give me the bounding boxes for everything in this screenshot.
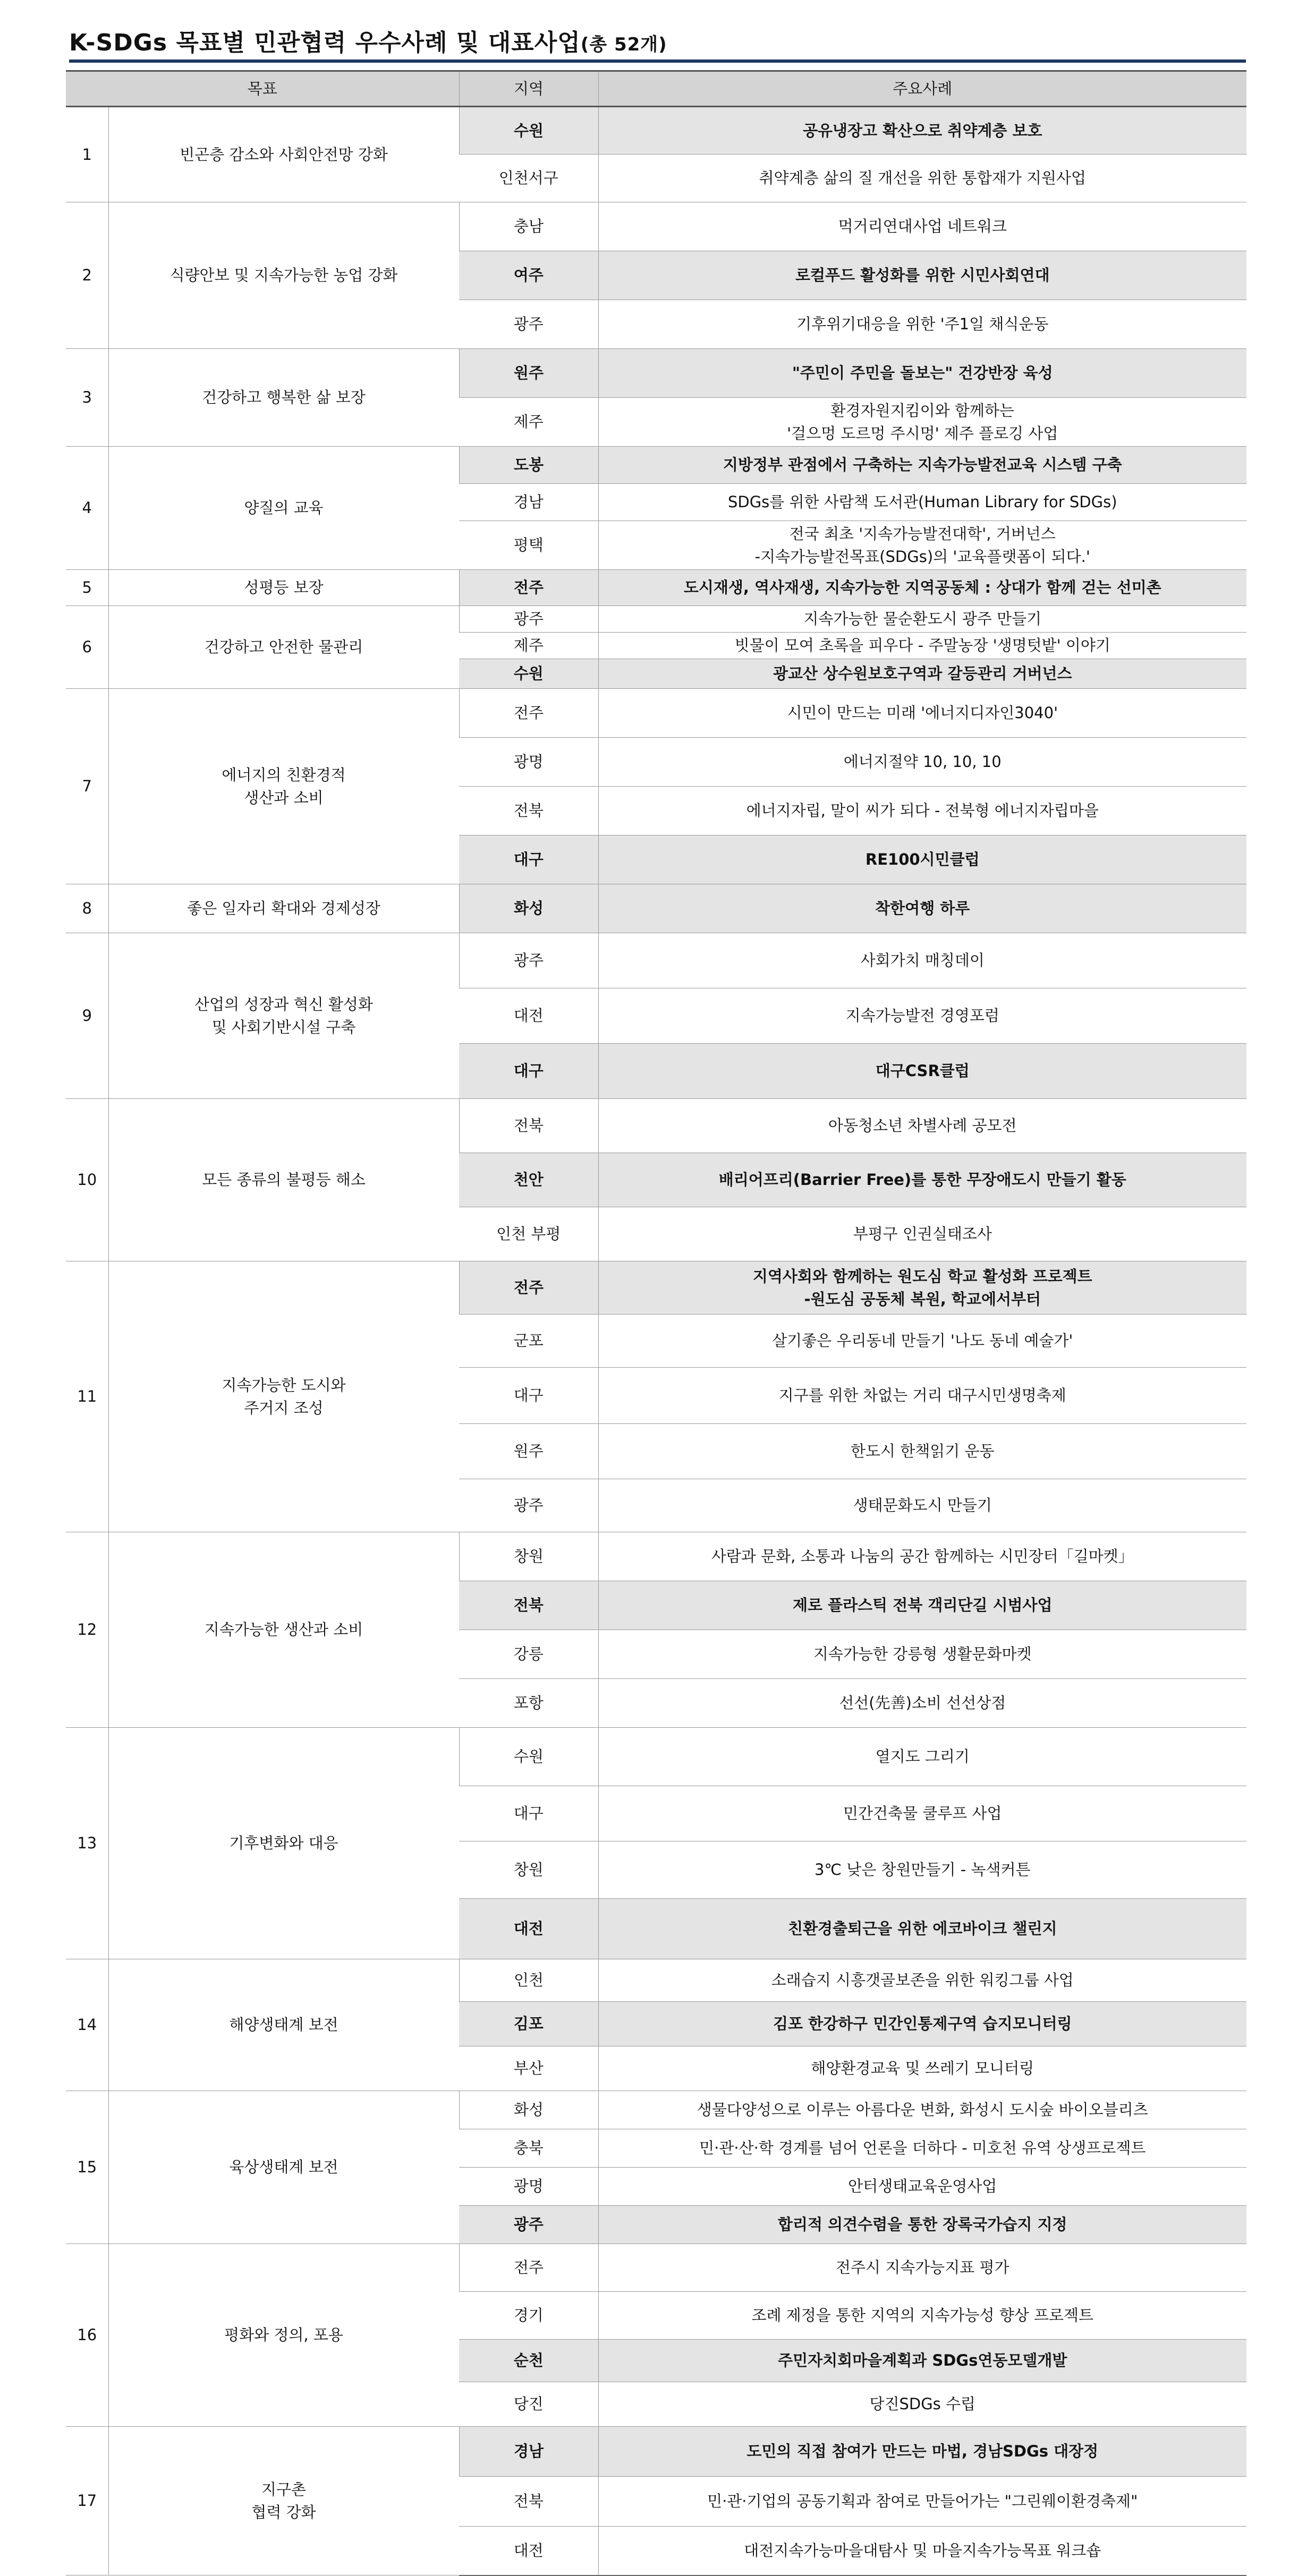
table-row [66, 884, 1246, 933]
goal-number: 8 [66, 884, 108, 933]
case-cell [598, 2292, 1246, 2340]
region-cell: 경남 [459, 2427, 598, 2477]
case-cell-line: -지속가능발전목표(SDGs)의 '교육플랫폼이 되다.' [754, 547, 1090, 566]
case-cell [598, 1479, 1246, 1532]
table-row [66, 606, 1246, 633]
case-cell [598, 2427, 1246, 2477]
region-cell: 수원 [459, 1728, 598, 1786]
case-cell-line: 부평구 인권실태조사 [853, 1225, 992, 1243]
case-cell-line: 지속가능한 물순환도시 광주 만들기 [803, 610, 1042, 628]
case-cell-line: 제로 플라스틱 전북 객리단길 시범사업 [792, 1596, 1053, 1615]
case-cell-line: 전국 최초 '지속가능발전대학', 거버넌스 [789, 525, 1056, 543]
region-cell: 부산 [459, 2046, 598, 2091]
table-body [66, 107, 1246, 2575]
goal-name-line: 생산과 소비 [244, 788, 324, 807]
region-cell: 인천서구 [459, 155, 598, 202]
goal-name [108, 689, 459, 884]
goal-name [108, 1959, 459, 2091]
goal-name-line: 주거지 조성 [244, 1398, 324, 1417]
case-cell [598, 484, 1246, 521]
case-cell [598, 1679, 1246, 1728]
goal-name-line: 지구촌 [261, 2480, 307, 2499]
goal-name [108, 107, 459, 202]
goal-number: 12 [66, 1532, 108, 1728]
header-goal: 목표 [66, 71, 459, 107]
case-cell-line: 친환경출퇴근을 위한 에코바이크 챌린지 [787, 1920, 1057, 1938]
goal-name-line: 성평등 보장 [244, 578, 324, 597]
goal-number: 16 [66, 2244, 108, 2427]
case-cell [598, 738, 1246, 787]
case-cell [598, 1261, 1246, 1315]
region-cell: 전주 [459, 1261, 598, 1315]
case-cell-line: 열지도 그리기 [875, 1747, 970, 1766]
case-cell-line: 조례 제정을 통한 지역의 지속가능성 향상 프로젝트 [751, 2306, 1094, 2325]
goal-name [108, 349, 459, 447]
table-row [66, 2427, 1246, 2477]
goal-name-line: 평화와 정의, 포용 [224, 2326, 343, 2344]
case-cell-line: "주민이 주민을 돌보는" 건강반장 육성 [792, 364, 1053, 382]
goal-number: 2 [66, 202, 108, 349]
region-cell: 포항 [459, 1679, 598, 1728]
table-row [66, 1099, 1246, 1153]
case-cell-line: 합리적 의견수렴을 통한 장록국가습지 지정 [777, 2215, 1067, 2234]
case-cell [598, 2091, 1246, 2129]
case-cell [598, 1044, 1246, 1099]
case-cell-line: 사람과 문화, 소통과 나눔의 공간 함께하는 시민장터「길마켓」 [711, 1547, 1134, 1566]
goal-number: 9 [66, 933, 108, 1099]
case-cell-line: 민·관·기업의 공동기획과 참여로 만들어가는 "그린웨이환경축제" [707, 2492, 1138, 2511]
table-row [66, 107, 1246, 155]
goal-name-line: 지속가능한 도시와 [222, 1376, 346, 1395]
case-cell-line: 환경자원지킴이와 함께하는 [830, 402, 1014, 420]
goal-name-line: 기후변화와 대응 [229, 1834, 338, 1853]
region-cell: 창원 [459, 1841, 598, 1899]
case-cell [598, 1368, 1246, 1424]
case-cell [598, 1207, 1246, 1261]
region-cell: 강릉 [459, 1630, 598, 1679]
goal-name-line: 모든 종류의 불평등 해소 [202, 1171, 366, 1189]
region-cell: 수원 [459, 107, 598, 155]
region-cell: 도봉 [459, 447, 598, 484]
case-cell [598, 349, 1246, 398]
goal-number: 7 [66, 689, 108, 884]
region-cell: 충남 [459, 202, 598, 251]
region-cell: 인천 부평 [459, 1207, 598, 1261]
goal-number: 17 [66, 2427, 108, 2575]
case-cell-line: 도시재생, 역사재생, 지속가능한 지역공동체 : 상대가 함께 걷는 선미촌 [683, 578, 1161, 597]
region-cell: 대구 [459, 1786, 598, 1841]
case-cell [598, 447, 1246, 484]
table-row [66, 202, 1246, 251]
region-cell: 대구 [459, 1368, 598, 1424]
case-cell [598, 155, 1246, 202]
case-cell [598, 606, 1246, 633]
case-cell-line: 로컬푸드 활성화를 위한 시민사회연대 [795, 266, 1050, 285]
case-cell [598, 2168, 1246, 2206]
goal-name [108, 2427, 459, 2575]
case-cell-line: 소래습지 시흥갯골보존을 위한 워킹그룹 사업 [771, 1971, 1074, 1990]
goal-name [108, 1099, 459, 1261]
case-cell-line: 취약계층 삶의 질 개선을 위한 통합재가 지원사업 [759, 169, 1087, 187]
goal-name-line: 양질의 교육 [244, 499, 324, 517]
table-row [66, 570, 1246, 606]
goal-name [108, 1728, 459, 1959]
region-cell: 경기 [459, 2292, 598, 2340]
case-cell-line: RE100시민클럽 [865, 850, 980, 869]
case-cell [598, 787, 1246, 835]
region-cell: 화성 [459, 884, 598, 933]
case-cell [598, 1899, 1246, 1959]
goal-number: 10 [66, 1099, 108, 1261]
goal-name [108, 447, 459, 570]
goal-number: 14 [66, 1959, 108, 2091]
goal-name [108, 2244, 459, 2427]
goal-name-line: 및 사회기반시설 구축 [211, 1018, 356, 1036]
case-cell [598, 1153, 1246, 1207]
table-row [66, 1261, 1246, 1315]
region-cell: 대전 [459, 1899, 598, 1959]
goal-number: 3 [66, 349, 108, 447]
case-cell-line: 3℃ 낮은 창원만들기 - 녹색커튼 [814, 1861, 1031, 1879]
table-header-row [66, 71, 1246, 107]
case-cell [598, 2002, 1246, 2046]
case-cell [598, 1959, 1246, 2002]
goal-number: 1 [66, 107, 108, 202]
goal-name-line: 해양생태계 보전 [229, 2016, 338, 2034]
case-cell-line: 전주시 지속가능지표 평가 [835, 2258, 1009, 2277]
goal-name-line: 빈곤층 감소와 사회안전망 강화 [180, 145, 388, 164]
case-cell [598, 570, 1246, 606]
case-cell-line: 민간건축물 쿨루프 사업 [843, 1804, 1002, 1823]
case-cell-line: 지방정부 관점에서 구축하는 지속가능발전교육 시스템 구축 [723, 456, 1122, 474]
case-cell [598, 2129, 1246, 2168]
table-row [66, 1959, 1246, 2002]
region-cell: 대전 [459, 988, 598, 1044]
region-cell: 당진 [459, 2382, 598, 2427]
case-cell-line: 당진SDGs 수립 [869, 2395, 976, 2413]
case-cell-line: 생물다양성으로 이루는 아름다운 변화, 화성시 도시숲 바이오블리츠 [697, 2101, 1148, 2119]
region-cell: 충북 [459, 2129, 598, 2168]
case-cell-line: 시민이 만드는 미래 '에너지디자인3040' [787, 704, 1058, 722]
goal-name-line: 건강하고 안전한 물관리 [204, 638, 363, 656]
case-cell-line: 도민의 직접 참여가 만드는 마법, 경남SDGs 대장정 [746, 2442, 1099, 2461]
region-cell: 천안 [459, 1153, 598, 1207]
case-cell-line: 지속가능한 강릉형 생활문화마켓 [813, 1645, 1032, 1664]
table-row [66, 1532, 1246, 1581]
case-cell [598, 1581, 1246, 1630]
case-cell [598, 1786, 1246, 1841]
case-cell-line: 살기좋은 우리동네 만들기 '나도 동네 예술가' [772, 1332, 1073, 1350]
case-cell [598, 2340, 1246, 2382]
case-cell-line: 한도시 한책읽기 운동 [850, 1442, 995, 1461]
region-cell: 제주 [459, 633, 598, 659]
goal-number: 4 [66, 447, 108, 570]
case-cell-line: 지속가능발전 경영포럼 [845, 1006, 999, 1025]
region-cell: 순천 [459, 2340, 598, 2382]
region-cell: 경남 [459, 484, 598, 521]
case-cell [598, 202, 1246, 251]
table-row [66, 689, 1246, 738]
region-cell: 전북 [459, 2477, 598, 2527]
goal-name-line: 에너지의 친환경적 [222, 766, 346, 784]
goal-name [108, 1261, 459, 1532]
table-row [66, 447, 1246, 484]
region-cell: 광명 [459, 738, 598, 787]
region-cell: 광주 [459, 933, 598, 988]
case-cell [598, 251, 1246, 300]
table-row [66, 2091, 1246, 2129]
goal-name [108, 606, 459, 689]
region-cell: 대구 [459, 1044, 598, 1099]
case-cell-line: 아동청소년 차별사례 공모전 [828, 1116, 1017, 1135]
case-cell [598, 1315, 1246, 1368]
case-cell-line: 주민자치회마을계획과 SDGs연동모델개발 [778, 2351, 1067, 2370]
case-cell-line: 공유냉장고 확산으로 취약계층 보호 [803, 121, 1042, 140]
goal-number: 11 [66, 1261, 108, 1532]
region-cell: 광주 [459, 1479, 598, 1532]
title-main: K-SDGs 목표별 민관협력 우수사례 및 대표사업 [69, 29, 581, 56]
region-cell: 창원 [459, 1532, 598, 1581]
case-cell-line: 기후위기대응을 위한 '주1일 채식운동 [796, 315, 1049, 334]
case-cell [598, 1424, 1246, 1479]
goal-number: 5 [66, 570, 108, 606]
table-row [66, 349, 1246, 398]
case-cell [598, 933, 1246, 988]
region-cell: 전주 [459, 2244, 598, 2292]
region-cell: 대전 [459, 2527, 598, 2575]
case-cell [598, 2046, 1246, 2091]
case-cell-line: 대전지속가능마을대탐사 및 마을지속가능목표 워크숍 [744, 2541, 1101, 2560]
case-cell [598, 633, 1246, 659]
region-cell: 광주 [459, 300, 598, 349]
case-cell-line: 에너지절약 10, 10, 10 [843, 753, 1002, 771]
region-cell: 대구 [459, 835, 598, 884]
region-cell: 광주 [459, 606, 598, 633]
region-cell: 광주 [459, 2206, 598, 2244]
region-cell: 전주 [459, 570, 598, 606]
title-underline [69, 59, 1246, 63]
case-cell-line: 대구CSR클럽 [875, 1062, 970, 1080]
goal-name-line: 좋은 일자리 확대와 경제성장 [187, 899, 380, 918]
case-cell [598, 2527, 1246, 2575]
case-cell-line: 먹거리연대사업 네트워크 [838, 217, 1007, 236]
region-cell: 여주 [459, 251, 598, 300]
goal-name [108, 2091, 459, 2244]
header-case: 주요사례 [598, 71, 1246, 107]
region-cell: 수원 [459, 659, 598, 689]
case-cell [598, 2244, 1246, 2292]
case-cell-line: 생태문화도시 만들기 [853, 1496, 992, 1515]
region-cell: 전북 [459, 1099, 598, 1153]
region-cell: 인천 [459, 1959, 598, 2002]
region-cell: 군포 [459, 1315, 598, 1368]
goal-name-line: 산업의 성장과 혁신 활성화 [194, 995, 373, 1014]
case-cell [598, 659, 1246, 689]
goal-name-line: 건강하고 행복한 삶 보장 [202, 388, 366, 407]
case-cell [598, 689, 1246, 738]
case-cell-line: -원도심 공동체 복원, 학교에서부터 [804, 1290, 1041, 1308]
region-cell: 전북 [459, 787, 598, 835]
case-cell-line: 빗물이 모여 초록을 피우다 - 주말농장 '생명텃밭' 이야기 [734, 636, 1110, 655]
goal-name-line: 협력 강화 [251, 2503, 316, 2521]
goal-name [108, 570, 459, 606]
region-cell: 광명 [459, 2168, 598, 2206]
case-cell [598, 835, 1246, 884]
goal-number: 15 [66, 2091, 108, 2244]
case-cell [598, 398, 1246, 447]
case-cell [598, 521, 1246, 570]
region-cell: 원주 [459, 1424, 598, 1479]
goal-name-line: 식량안보 및 지속가능한 농업 강화 [169, 266, 398, 285]
case-cell [598, 1532, 1246, 1581]
case-cell [598, 1099, 1246, 1153]
case-cell-line: SDGs를 위한 사람책 도서관(Human Library for SDGs) [727, 493, 1117, 511]
region-cell: 김포 [459, 2002, 598, 2046]
title-count: (총 52개) [580, 34, 667, 55]
region-cell: 평택 [459, 521, 598, 570]
case-cell-line: 착한여행 하루 [875, 899, 970, 918]
region-cell: 원주 [459, 349, 598, 398]
case-cell [598, 2206, 1246, 2244]
region-cell: 제주 [459, 398, 598, 447]
case-cell-line: 지역사회와 함께하는 원도심 학교 활성화 프로젝트 [752, 1267, 1092, 1286]
goal-name [108, 933, 459, 1099]
cases-table [66, 70, 1246, 2576]
case-cell [598, 300, 1246, 349]
case-cell [598, 1728, 1246, 1786]
goal-number: 13 [66, 1728, 108, 1959]
case-cell-line: 광교산 상수원보호구역과 갈등관리 거버넌스 [773, 664, 1072, 683]
case-cell [598, 884, 1246, 933]
region-cell: 화성 [459, 2091, 598, 2129]
case-cell-line: 민·관·산·학 경계를 넘어 언론을 더하다 - 미호천 유역 상생프로젝트 [699, 2139, 1146, 2157]
case-cell-line: 지구를 위한 차없는 거리 대구시민생명축제 [778, 1386, 1066, 1405]
case-cell [598, 988, 1246, 1044]
table-row [66, 2244, 1246, 2292]
region-cell: 전북 [459, 1581, 598, 1630]
goal-name [108, 1532, 459, 1728]
case-cell-line: 해양환경교육 및 쓰레기 모니터링 [811, 2059, 1034, 2078]
case-cell-line: 배리어프리(Barrier Free)를 통한 무장애도시 만들기 활동 [718, 1171, 1126, 1189]
goal-name-line: 지속가능한 생산과 소비 [204, 1620, 363, 1639]
goal-name [108, 202, 459, 349]
case-cell-line: 김포 한강하구 민간인통제구역 습지모니터링 [773, 2015, 1072, 2033]
case-cell [598, 107, 1246, 155]
goal-name [108, 884, 459, 933]
case-cell [598, 2382, 1246, 2427]
table-row [66, 1728, 1246, 1786]
goal-name-line: 육상생태계 보전 [229, 2158, 338, 2177]
case-cell-line: '걸으멍 도르멍 주시멍' 제주 플로깅 사업 [787, 424, 1058, 442]
case-cell-line: 사회가치 매칭데이 [860, 951, 985, 970]
case-cell-line: 안터생태교육운영사업 [848, 2177, 997, 2196]
goal-number: 6 [66, 606, 108, 689]
case-cell [598, 2477, 1246, 2527]
region-cell: 전주 [459, 689, 598, 738]
document-title [69, 23, 667, 57]
case-cell-line: 선선(先善)소비 선선상점 [839, 1694, 1006, 1712]
case-cell [598, 1630, 1246, 1679]
case-cell [598, 1841, 1246, 1899]
case-cell-line: 에너지자립, 말이 씨가 되다 - 전북형 에너지자립마을 [746, 801, 1099, 820]
table-row [66, 933, 1246, 988]
header-region: 지역 [459, 71, 598, 107]
